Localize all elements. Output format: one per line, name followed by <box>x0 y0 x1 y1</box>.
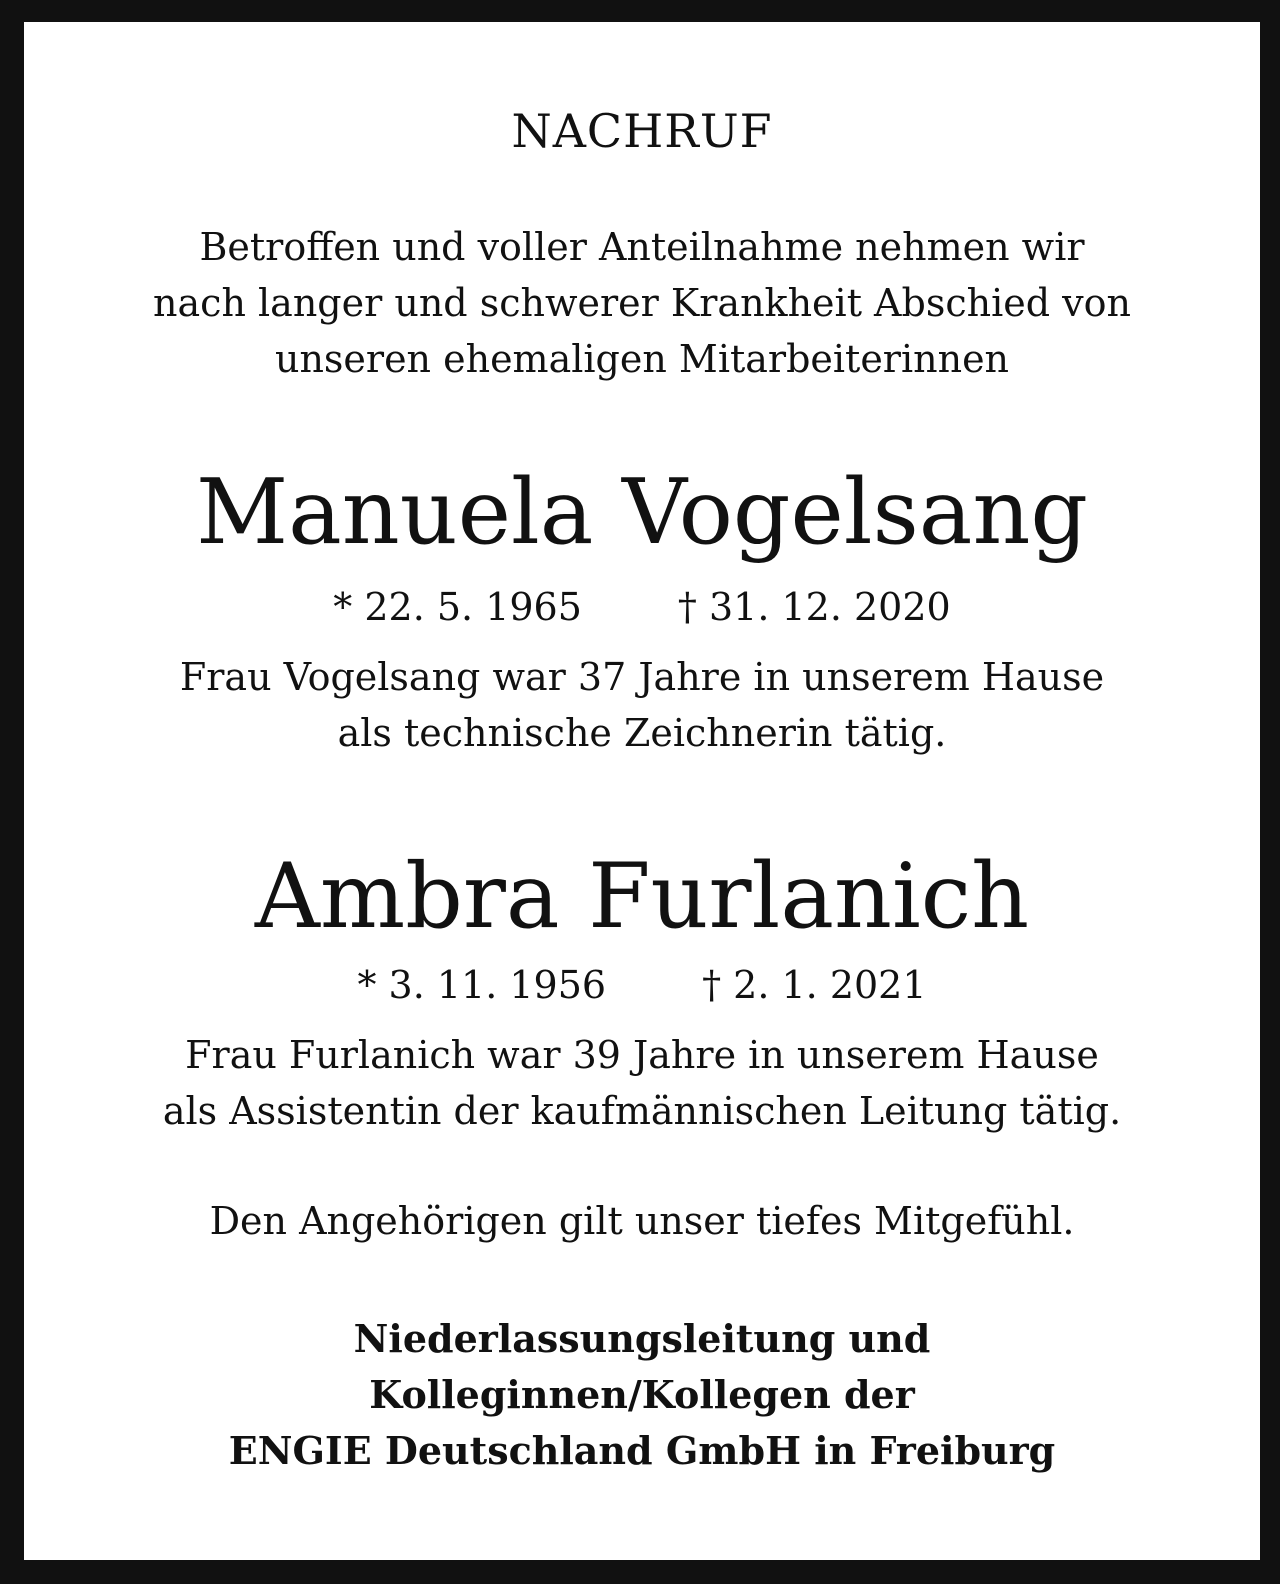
person-2-death-date: † 2. 1. 2021 <box>702 963 927 1007</box>
person-2-birth-date: * 3. 11. 1956 <box>357 963 607 1007</box>
obituary-notice <box>24 22 1260 1560</box>
intro-line-3: unseren ehemaligen Mitarbeiterinnen <box>274 337 1010 381</box>
person-1-dates <box>24 585 1260 629</box>
signature-line-2: Kolleginnen/Kollegen der <box>369 1372 915 1417</box>
person-1-text-line-2: als technische Zeichnerin tätig. <box>337 711 947 755</box>
closing-line: Den Angehörigen gilt unser tiefes Mitgefühl. <box>209 1199 1075 1243</box>
person-2-text-line-2: als Assistentin der kaufmännischen Leitung tätig. <box>162 1089 1122 1133</box>
person-2-name: Ambra Furlanich <box>254 844 1030 949</box>
signature-line-1: Niederlassungsleitung und <box>353 1316 931 1361</box>
signature-line-3: ENGIE Deutschland GmbH in Freiburg <box>228 1428 1056 1473</box>
person-2-dates <box>24 963 1260 1007</box>
person-1-name: Manuela Vogelsang <box>195 460 1089 565</box>
intro-line-2: nach langer und schwerer Krankheit Abschied von <box>153 281 1131 325</box>
person-1-text-line-1: Frau Vogelsang war 37 Jahre in unserem Hause <box>179 655 1105 699</box>
notice-heading: NACHRUF <box>511 104 773 158</box>
person-1-death-date: † 31. 12. 2020 <box>677 585 951 629</box>
person-2-text-line-1: Frau Furlanich war 39 Jahre in unserem Hause <box>185 1033 1099 1077</box>
intro-line-1: Betroffen und voller Anteilnahme nehmen wir <box>199 225 1085 269</box>
person-1-birth-date: * 22. 5. 1965 <box>333 585 582 629</box>
